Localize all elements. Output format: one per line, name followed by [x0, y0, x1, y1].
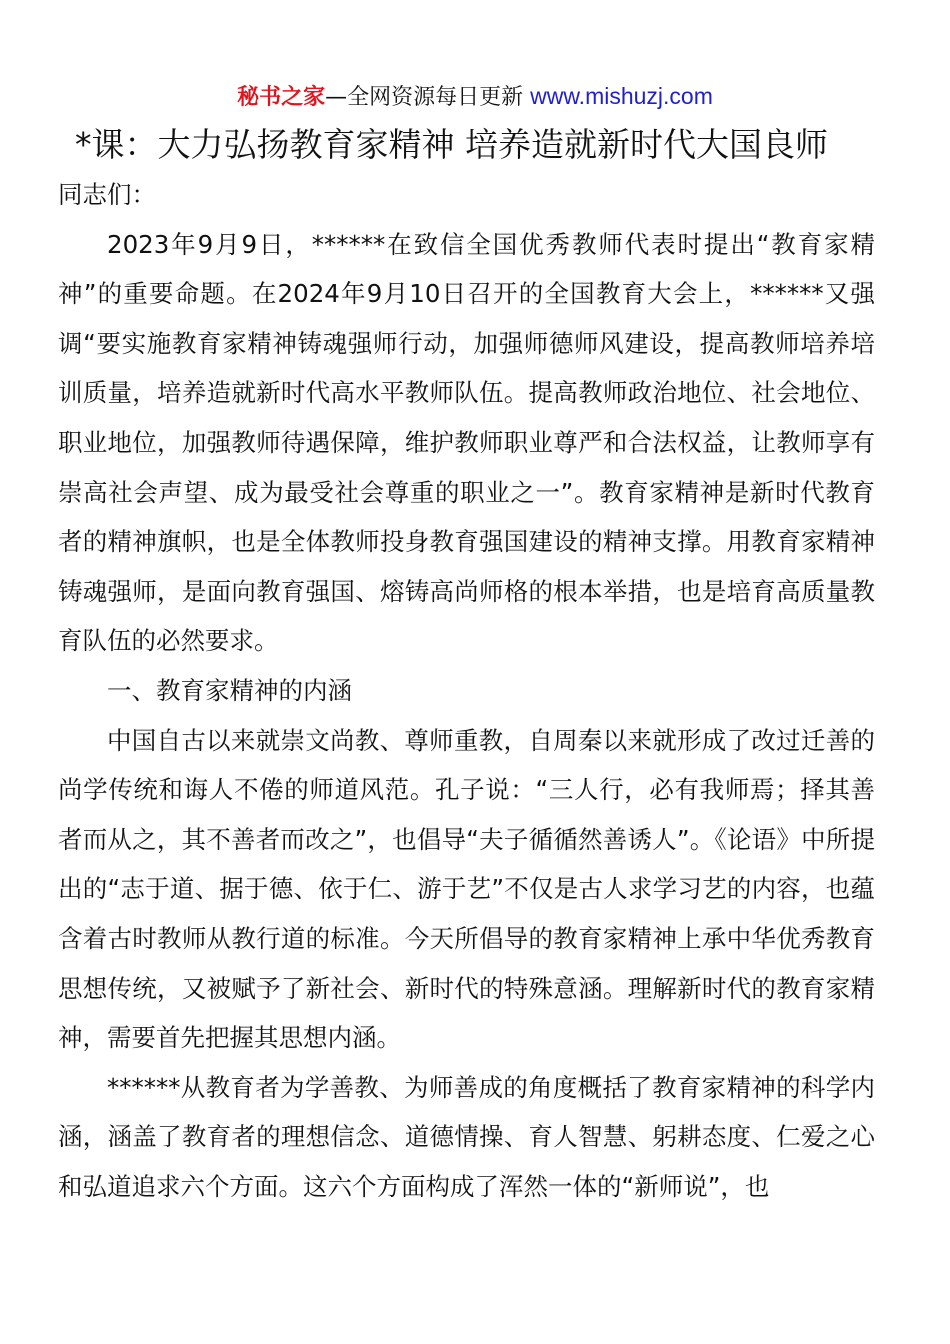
- site-header: [0, 80, 950, 114]
- paragraph-connotation: ******从教育者为学善教、为师善成的角度概括了教育家精神的科学内涵，涵盖了教育者的理想信念、道德情操、育人智慧、躬耕态度、仁爱之心和弘道追求六个方面。这六个方面构成了浑然一体的“新师说”，也: [58, 1072, 875, 1201]
- paragraph-intro: 2023年9月9日，******在致信全国优秀教师代表时提出“教育家精神”的重要命题。在2024年9月10日召开的全国教育大会上，******又强调“要实施教育家精神铸魂强师行动，加强师德师风建设，提高教师培养培训质量，培养造就新时代高水平教师队伍。提高教师政治地位、社会地位、职业地位，加强教师待遇保障，维护教师职业尊严和合法权益，让教师享有崇高社会声望、成为最受社会尊重的职业之一”。教育家精神是新时代教育者的精神旗帜，也是全体教师投身教育强国建设的精神支撑。用教育家精神铸魂强师，是面向教育强国、熔铸高尚师格的根本举措，也是培育高质量教育队伍的必然要求。: [58, 229, 875, 656]
- document-title: *课：大力弘扬教育家精神 培养造就新时代大国良师: [75, 125, 828, 164]
- document-body: [58, 170, 875, 1211]
- site-tagline: —全网资源每日更新: [325, 85, 531, 110]
- site-url-link[interactable]: www.mishuzj.com: [530, 83, 713, 109]
- section-heading: 一、教育家精神的内涵: [107, 675, 352, 705]
- greeting: 同志们：: [58, 180, 156, 209]
- site-brand: 秘书之家: [237, 85, 326, 110]
- paragraph-history: 中国自古以来就崇文尚教、尊师重教，自周秦以来就形成了改过迁善的尚学传统和诲人不倦的师道风范。孔子说：“三人行，必有我师焉；择其善者而从之，其不善者而改之”，也倡导“夫子循循然善诱人”。《论语》中所提出的“志于道、据于德、依于仁、游于艺”不仅是古人求学习艺的内容，也蕴含着古时教师从教行道的标准。今天所倡导的教育家精神上承中华优秀教育思想传统，又被赋予了新社会、新时代的特殊意涵。理解新时代的教育家精神，需要首先把握其思想内涵。: [58, 725, 875, 1053]
